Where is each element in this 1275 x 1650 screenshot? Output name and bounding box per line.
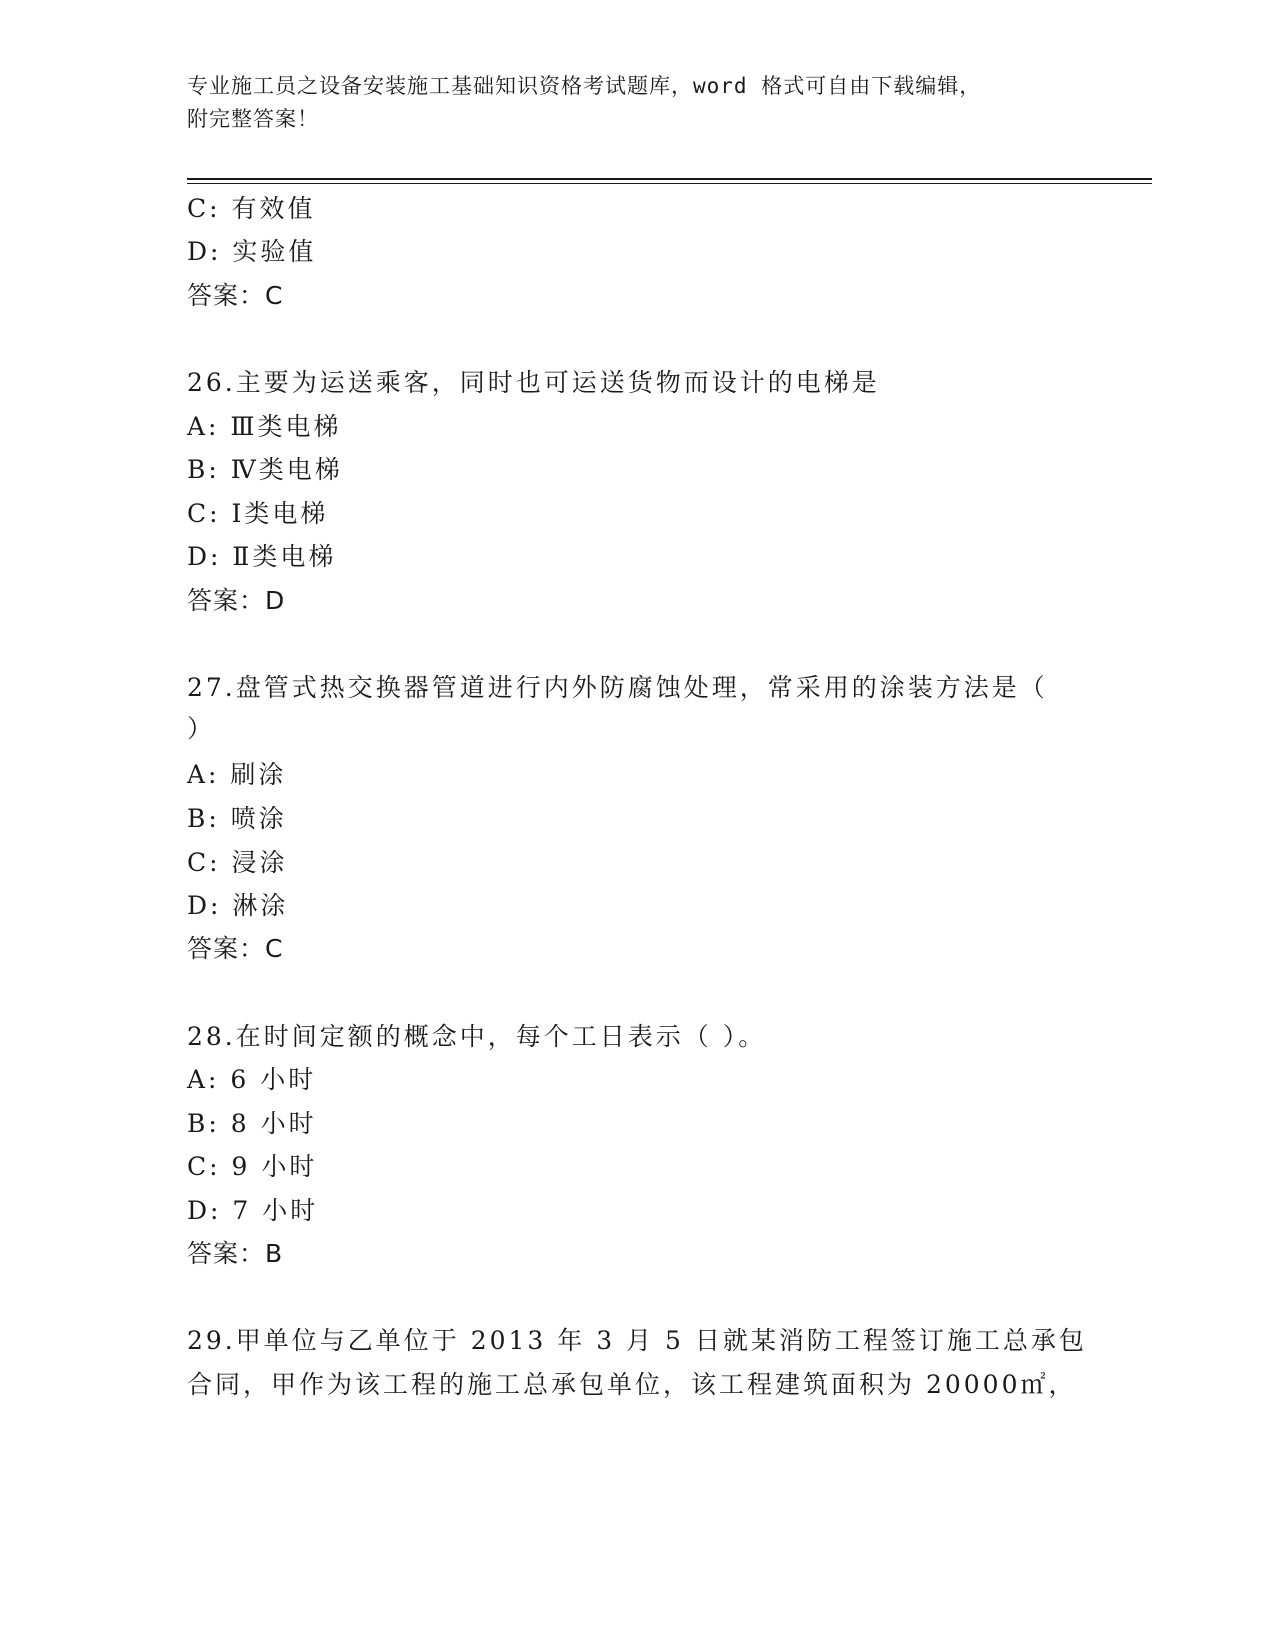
header-divider (187, 178, 1152, 180)
option-d: D: 实验值 (187, 237, 317, 266)
question-27-option-d: D: 淋涂 (187, 891, 289, 920)
document-header (187, 70, 1077, 136)
question-27-option-b: B: 喷涂 (187, 804, 287, 833)
question-28-stem: 28.在时间定额的概念中，每个工日表示（ ）。 (187, 1022, 767, 1051)
question-28-answer: 答案：B (187, 1239, 284, 1268)
question-26-answer: 答案：D (187, 586, 286, 615)
header-line-1: 专业施工员之设备安装施工基础知识资格考试题库，word 格式可自由下载编辑， (187, 74, 982, 98)
question-27-option-a: A: 刷涂 (187, 760, 287, 789)
question-26-option-a: A: Ⅲ类电梯 (187, 412, 342, 441)
question-27-option-c: C: 浸涂 (187, 848, 288, 877)
option-c: C: 有效值 (187, 194, 316, 223)
question-27-stem: 27.盘管式热交换器管道进行内外防腐蚀处理，常采用的涂装方法是（ (187, 673, 1048, 702)
question-29-stem: 29.甲单位与乙单位于 2013 年 3 月 5 日就某消防工程签订施工总承包 (187, 1326, 1087, 1355)
header-line-2: 附完整答案！ (187, 107, 319, 131)
question-28-option-d: D: 7 小时 (187, 1196, 319, 1225)
answer: 答案：C (187, 281, 284, 310)
question-28-option-b: B: 8 小时 (187, 1109, 317, 1138)
question-26-option-d: D: Ⅱ类电梯 (187, 542, 337, 571)
question-27-answer: 答案：C (187, 934, 284, 963)
question-28-option-c: C: 9 小时 (187, 1152, 318, 1181)
question-26-option-b: B: Ⅳ类电梯 (187, 455, 343, 484)
question-29-stem-cont: 合同，甲作为该工程的施工总承包单位，该工程建筑面积为 20000㎡， (187, 1370, 1077, 1399)
question-27-stem-cont: ） (187, 714, 216, 743)
question-28-option-a: A: 6 小时 (187, 1065, 317, 1094)
header-divider-thin (187, 183, 1152, 184)
question-26-stem: 26.主要为运送乘客，同时也可运送货物而设计的电梯是 (187, 368, 880, 397)
question-26-option-c: C: Ⅰ类电梯 (187, 499, 329, 528)
